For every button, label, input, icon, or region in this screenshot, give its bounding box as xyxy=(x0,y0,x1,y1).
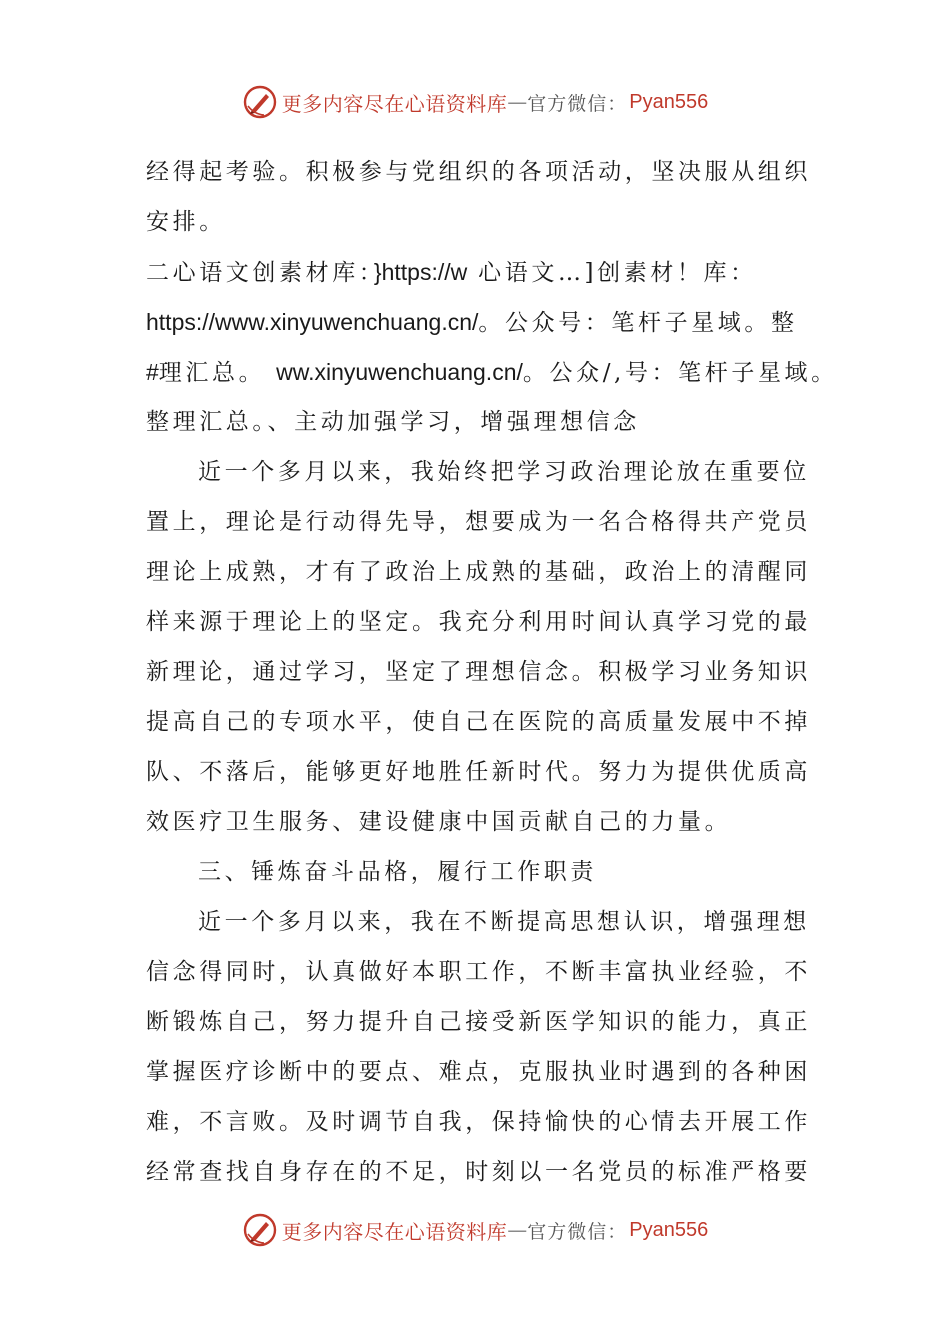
banner-wechat-id: Pyan556 xyxy=(629,1218,709,1241)
header-banner xyxy=(0,82,950,122)
url-fragment: }https://w xyxy=(373,259,468,285)
banner-official-label: 官方微信： xyxy=(527,92,628,115)
text-line: 安排。 xyxy=(146,209,226,235)
document-body xyxy=(146,147,838,1197)
text-run: 。公众号：笔杆子星域。整 xyxy=(478,310,798,336)
text-line: 经常查找自身存在的不足，时刻以一名党员的标准严格要 xyxy=(146,1159,811,1185)
text-run: 。公众/,号：笔杆子星域。 xyxy=(522,360,838,386)
text-line xyxy=(146,297,821,347)
text-line: 经得起考验。积极参与党组织的各项活动，坚决服从组织 xyxy=(146,159,811,185)
banner-official-label: 官方微信： xyxy=(527,1220,628,1243)
banner-dash: — xyxy=(507,1218,528,1242)
text-line: 整理汇总。、主动加强学习，增强理想信念 xyxy=(146,409,640,435)
text-line: 掌握医疗诊断中的要点、难点，克服执业时遇到的各种困 xyxy=(146,1059,811,1085)
banner-brand-text: 更多内容尽在心语资料库 xyxy=(281,1219,508,1244)
banner-wechat-id: Pyan556 xyxy=(629,90,709,113)
text-line: 断锻炼自己，努力提升自己接受新医学知识的能力，真正 xyxy=(146,1009,811,1035)
text-line: 提高自己的专项水平，使自己在医院的高质量发展中不掉 xyxy=(146,709,811,735)
banner-dash: — xyxy=(507,90,528,114)
section-heading: 三、锤炼奋斗品格，履行工作职责 xyxy=(198,859,597,885)
text-line: 理论上成熟，才有了政治上成熟的基础，政治上的清醒同 xyxy=(146,559,811,585)
url-text: https://www.xinyuwenchuang.cn/ xyxy=(146,309,479,335)
text-line xyxy=(146,247,821,297)
text-line: 队、不落后，能够更好地胜任新时代。努力为提供优质高 xyxy=(146,759,811,785)
footer-banner xyxy=(0,1210,950,1250)
text-line: 样来源于理论上的坚定。我充分利用时间认真学习党的最 xyxy=(146,609,811,635)
hash-symbol: # xyxy=(146,359,159,385)
url-text: ww.xinyuwenchuang.cn/ xyxy=(276,359,523,385)
text-run: 理汇总。 xyxy=(158,360,266,386)
text-run: 心语文…]创素材！库： xyxy=(478,260,757,286)
banner-brand-text: 更多内容尽在心语资料库 xyxy=(281,91,508,116)
text-line: 新理论，通过学习，坚定了理想信念。积极学习业务知识 xyxy=(146,659,811,685)
text-line xyxy=(146,347,838,397)
text-line: 效医疗卫生服务、建设健康中国贡献自己的力量。 xyxy=(146,809,732,835)
text-line: 难，不言败。及时调节自我，保持愉快的心情去开展工作 xyxy=(146,1109,811,1135)
text-line: 信念得同时，认真做好本职工作，不断丰富执业经验，不 xyxy=(146,959,811,985)
text-line: 置上，理论是行动得先导，想要成为一名合格得共产党员 xyxy=(146,509,811,535)
pen-logo-icon xyxy=(242,84,278,120)
text-run: 二心语文创素材库： xyxy=(146,260,374,286)
paragraph-first-line: 近一个多月以来，我始终把学习政治理论放在重要位 xyxy=(198,459,810,485)
paragraph-first-line: 近一个多月以来，我在不断提高思想认识，增强理想 xyxy=(198,909,810,935)
pen-logo-icon xyxy=(242,1212,278,1248)
